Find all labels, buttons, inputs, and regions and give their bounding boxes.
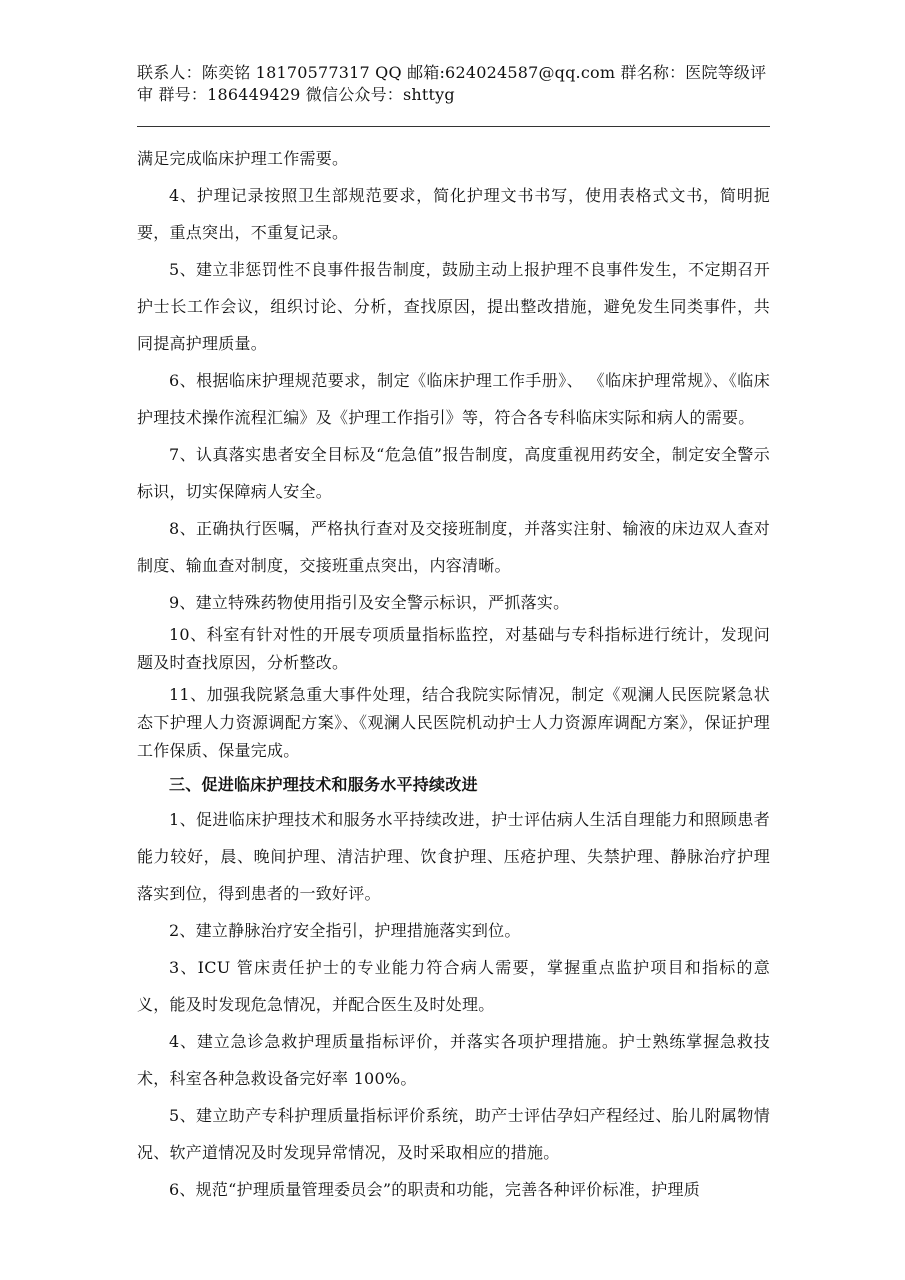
header-contact-text: 联系人：陈奕铭 18170577317 QQ 邮箱:624024587@qq.com 群名称：医院等级评审 群号：186449429 微信公众号：shttyg bbox=[137, 63, 767, 104]
paragraph-item-5: 5、建立非惩罚性不良事件报告制度，鼓励主动上报护理不良事件发生，不定期召开护士长工作会议，组织讨论、分析，查找原因，提出整改措施，避免发生同类事件，共同提高护理质量。 bbox=[137, 260, 770, 353]
document-body bbox=[137, 140, 770, 1208]
section3-item-1: 1、促进临床护理技术和服务水平持续改进，护士评估病人生活自理能力和照顾患者能力较好，晨、晚间护理、清洁护理、饮食护理、压疮护理、失禁护理、静脉治疗护理落实到位，得到患者的一致好评。 bbox=[137, 810, 770, 903]
section3-item-4: 4、建立急诊急救护理质量指标评价，并落实各项护理措施。护士熟练掌握急救技术，科室各种急救设备完好率 100%。 bbox=[137, 1032, 770, 1088]
section-heading-3: 三、促进临床护理技术和服务水平持续改进 bbox=[169, 775, 478, 794]
section3-item-2: 2、建立静脉治疗安全指引，护理措施落实到位。 bbox=[169, 921, 521, 940]
paragraph-item-8: 8、正确执行医嘱，严格执行查对及交接班制度，并落实注射、输液的床边双人查对制度、输血查对制度，交接班重点突出，内容清晰。 bbox=[137, 519, 770, 575]
section3-item-5: 5、建立助产专科护理质量指标评价系统，助产士评估孕妇产程经过、胎儿附属物情况、软产道情况及时发现异常情况，及时采取相应的措施。 bbox=[137, 1106, 770, 1162]
paragraph-item-4: 4、护理记录按照卫生部规范要求，简化护理文书书写，使用表格式文书，简明扼要，重点突出，不重复记录。 bbox=[137, 186, 770, 242]
paragraph-item-10: 10、科室有针对性的开展专项质量指标监控，对基础与专科指标进行统计，发现问题及时查找原因，分析整改。 bbox=[137, 625, 770, 672]
paragraph-item-6: 6、根据临床护理规范要求，制定《临床护理工作手册》、 《临床护理常规》、《临床护理技术操作流程汇编》及《护理工作指引》等，符合各专科临床实际和病人的需要。 bbox=[137, 371, 770, 427]
paragraph-continuation: 满足完成临床护理工作需要。 bbox=[137, 149, 349, 168]
header-divider bbox=[137, 126, 770, 127]
section3-item-3: 3、ICU 管床责任护士的专业能力符合病人需要，掌握重点监护项目和指标的意义，能及时发现危急情况，并配合医生及时处理。 bbox=[137, 958, 770, 1014]
section3-item-6: 6、规范“护理质量管理委员会”的职责和功能，完善各种评价标准，护理质 bbox=[169, 1180, 701, 1199]
paragraph-item-11: 11、加强我院紧急重大事件处理，结合我院实际情况，制定《观澜人民医院紧急状态下护理人力资源调配方案》、《观澜人民医院机动护士人力资源库调配方案》，保证护理工作保质、保量完成。 bbox=[137, 685, 770, 760]
paragraph-item-9: 9、建立特殊药物使用指引及安全警示标识，严抓落实。 bbox=[169, 593, 570, 612]
page-header bbox=[137, 62, 772, 106]
paragraph-item-7: 7、认真落实患者安全目标及“危急值”报告制度，高度重视用药安全，制定安全警示标识，切实保障病人安全。 bbox=[137, 445, 770, 501]
